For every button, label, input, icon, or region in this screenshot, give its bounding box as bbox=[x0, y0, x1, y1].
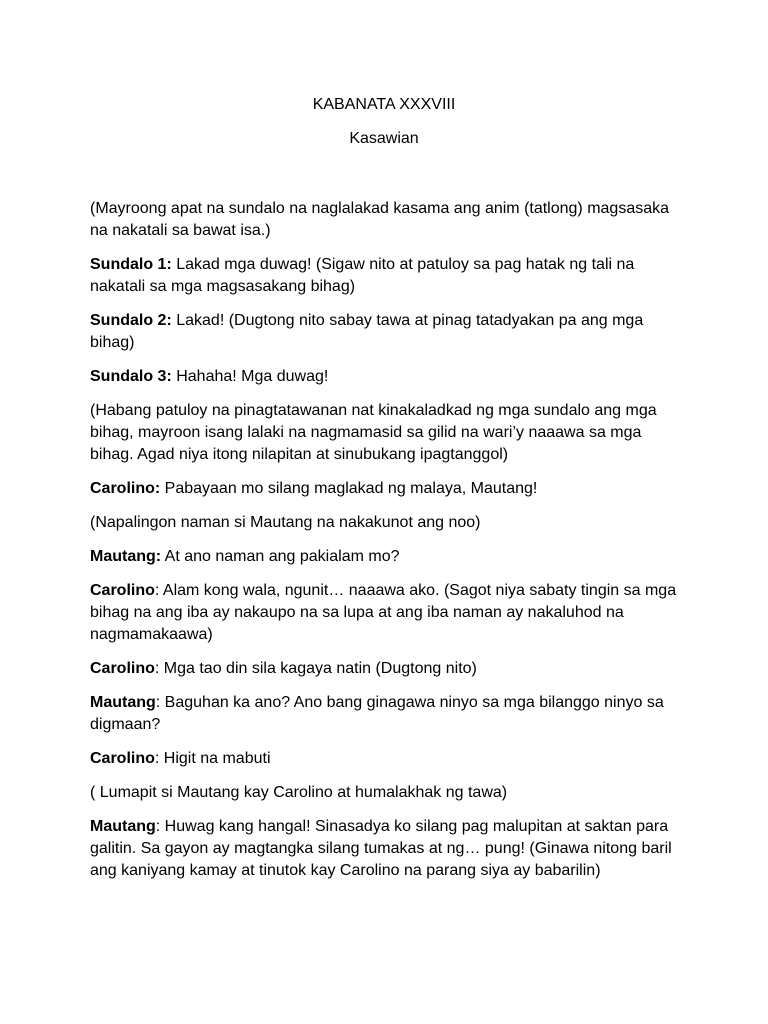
paragraph bbox=[90, 198, 680, 242]
paragraph bbox=[90, 478, 680, 500]
speaker-label: Sundalo 3: bbox=[90, 368, 172, 385]
paragraph bbox=[90, 254, 680, 298]
speaker-label: Mautang bbox=[90, 694, 156, 711]
paragraph-text: (Napalingon naman si Mautang na nakakunot ang noo) bbox=[90, 514, 481, 531]
speaker-label: Carolino bbox=[90, 660, 155, 677]
speaker-label: Sundalo 1: bbox=[90, 256, 172, 273]
speaker-label: Carolino bbox=[90, 750, 155, 767]
paragraph-text: ( Lumapit si Mautang kay Carolino at humalakhak ng tawa) bbox=[90, 784, 508, 801]
paragraph bbox=[90, 580, 680, 646]
paragraph-text: At ano naman ang pakialam mo? bbox=[161, 548, 400, 565]
paragraph bbox=[90, 310, 680, 354]
paragraph-text: : Mga tao din sila kagaya natin (Dugtong nito) bbox=[154, 660, 477, 677]
paragraph bbox=[90, 658, 680, 680]
paragraph-text: : Higit na mabuti bbox=[154, 750, 271, 767]
speaker-label: Mautang: bbox=[90, 548, 162, 565]
paragraph-text: : Baguhan ka ano? Ano bang ginagawa ninyo sa mga bilanggo ninyo sa digmaan? bbox=[90, 694, 664, 733]
paragraph-text: : Huwag kang hangal! Sinasadya ko silang pag malupitan at saktan para galitin. Sa gayon ay magtangka silang tumakas at ng… pung! (Ginawa nitong baril ang kaniyang kamay at tinutok kay Carolino na parang siya ay babarilin) bbox=[90, 818, 672, 879]
paragraph-text: (Habang patuloy na pinagtatawanan nat kinakaladkad ng mga sundalo ang mga bihag, mayroon isang lalaki na nagmamasid sa gilid na wari’y naaawa sa mga bihag. Agad niya itong nilapitan at sinubukang ipagtanggol) bbox=[90, 402, 657, 463]
paragraph-text: (Mayroong apat na sundalo na naglalakad kasama ang anim (tatlong) magsasaka na nakatali sa bawat isa.) bbox=[90, 200, 670, 239]
speaker-label: Sundalo 2: bbox=[90, 312, 172, 329]
paragraph-text: Pabayaan mo silang maglakad ng malaya, Mautang! bbox=[160, 480, 538, 497]
speaker-label: Carolino bbox=[90, 582, 155, 599]
paragraph bbox=[90, 400, 680, 466]
paragraph bbox=[90, 782, 680, 804]
chapter-subtitle: Kasawian bbox=[349, 130, 419, 147]
paragraph bbox=[90, 512, 680, 534]
paragraph bbox=[90, 748, 680, 770]
paragraph bbox=[90, 546, 680, 568]
speaker-label: Mautang bbox=[90, 818, 156, 835]
paragraph bbox=[90, 816, 680, 882]
paragraph-text: Lakad! (Dugtong nito sabay tawa at pinag tatadyakan pa ang mga bihag) bbox=[90, 312, 644, 351]
paragraph-text: Hahaha! Mga duwag! bbox=[171, 368, 329, 385]
paragraph bbox=[90, 692, 680, 736]
paragraph bbox=[90, 366, 680, 388]
paragraph-text: Lakad mga duwag! (Sigaw nito at patuloy sa pag hatak ng tali na nakatali sa mga magsasakang bihag) bbox=[90, 256, 635, 295]
speaker-label: Carolino: bbox=[90, 480, 161, 497]
paragraph-text: : Alam kong wala, ngunit… naaawa ako. (Sagot niya sabaty tingin sa mga bihag na ang iba ay nakaupo na sa lupa at ang iba naman ay nakaluhod na nagmamakaawa) bbox=[90, 582, 677, 643]
chapter-title: KABANATA XXXVIII bbox=[312, 96, 456, 113]
script-body bbox=[90, 198, 680, 894]
